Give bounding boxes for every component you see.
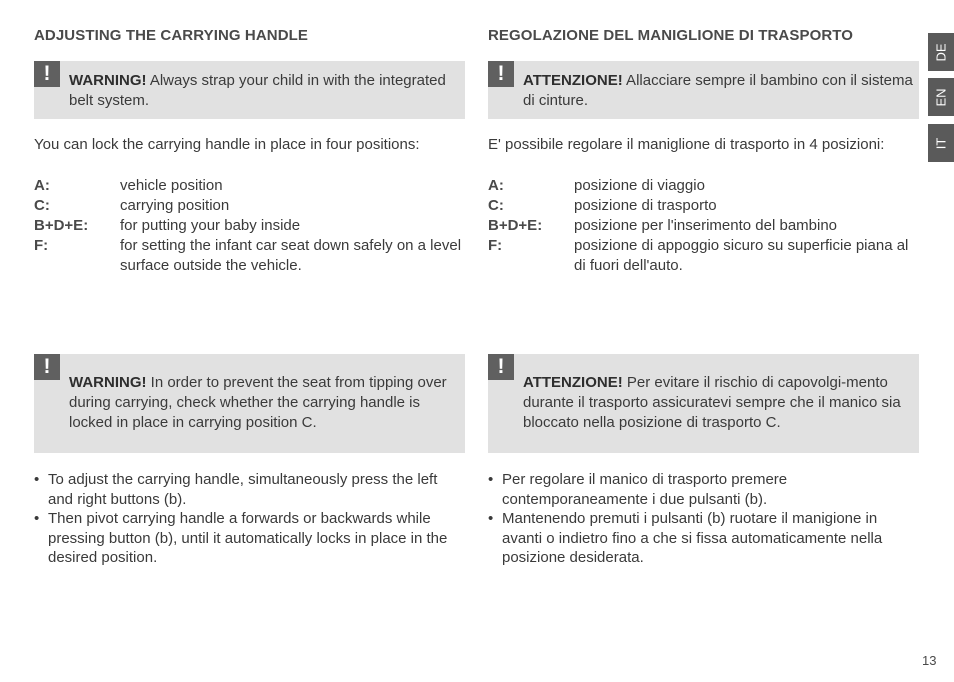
warning-text: Always strap your child in with the integrated belt system. [69,72,446,109]
warning-label: WARNING! [69,72,147,89]
instruction-list [488,470,920,568]
page-number: 13 [922,653,937,668]
warning-label: ATTENZIONE! [523,72,623,89]
section-heading: REGOLAZIONE DEL MANIGLIONE DI TRASPORTO [488,27,854,44]
position-key: A: [488,177,504,194]
position-row [34,236,466,276]
position-key: F: [488,237,503,254]
list-item-text: Mantenendo premuti i pulsanti (b) ruotare il manigione in avanti o indietro fino a che si fissa automaticamente nella posizione desiderata. [502,510,883,566]
position-list [488,176,920,276]
exclamation-icon: ! [34,354,60,380]
list-item [488,509,920,568]
tab-de[interactable] [928,33,954,71]
position-key: B+D+E: [34,217,89,234]
warning-text: In order to prevent the seat from tipping over during carrying, check whether the carrying handle is locked in place in carrying position C. [69,374,447,431]
warning-label: WARNING! [69,374,147,391]
list-item-text: Then pivot carrying handle a forwards or backwards while pressing button (b), until it automatically locks in place in the desired position. [48,510,448,566]
position-value: vehicle position [120,177,223,194]
tab-en[interactable] [928,78,954,116]
position-row [488,176,920,196]
position-value: for setting the infant car seat down safely on a level surface outside the vehicle. [120,237,462,274]
list-item [34,470,466,509]
intro-text: You can lock the carrying handle in place in four positions: [34,136,420,153]
instruction-list [34,470,466,568]
exclamation-icon: ! [488,61,514,87]
list-item [34,509,466,568]
position-value: for putting your baby inside [120,217,301,234]
warning-box [34,354,465,453]
warning-box [34,61,465,119]
tab-label: IT [933,137,949,149]
position-key: B+D+E: [488,217,543,234]
position-row [488,236,920,276]
position-row [488,196,920,216]
position-row [34,176,466,196]
position-value: carrying position [120,197,230,214]
position-value: posizione di appoggio sicuro su superficie piana al di fuori dell'auto. [574,237,909,274]
warning-box [488,354,919,453]
list-item-text: Per regolare il manico di trasporto premere contemporaneamente i due pulsanti (b). [502,471,788,508]
position-key: C: [34,197,50,214]
bullet-icon: • [34,510,40,527]
position-row [488,216,920,236]
bullet-icon: • [488,510,494,527]
list-item-text: To adjust the carrying handle, simultaneously press the left and right buttons (b). [48,471,438,508]
intro-text: E' possibile regolare il maniglione di trasporto in 4 posizioni: [488,136,885,153]
tab-label: EN [933,87,949,107]
tab-it[interactable] [928,124,954,162]
warning-box [488,61,919,119]
position-row [34,196,466,216]
exclamation-icon: ! [34,61,60,87]
warning-text: Allacciare sempre il bambino con il sistema di cinture. [523,72,913,109]
warning-label: ATTENZIONE! [523,374,623,391]
position-value: posizione di trasporto [574,197,717,214]
position-key: A: [34,177,50,194]
warning-text: Per evitare il rischio di capovolgi-mento durante il trasporto assicuratevi sempre che il manico sia bloccato nella posizione di trasporto C. [523,374,901,431]
tab-label: DE [933,42,949,62]
section-heading: ADJUSTING THE CARRYING HANDLE [34,27,309,44]
position-value: posizione per l'inserimento del bambino [574,217,838,234]
list-item [488,470,920,509]
position-list [34,176,466,276]
bullet-icon: • [488,471,494,488]
position-key: F: [34,237,49,254]
bullet-icon: • [34,471,40,488]
exclamation-icon: ! [488,354,514,380]
position-row [34,216,466,236]
position-key: C: [488,197,504,214]
position-value: posizione di viaggio [574,177,705,194]
